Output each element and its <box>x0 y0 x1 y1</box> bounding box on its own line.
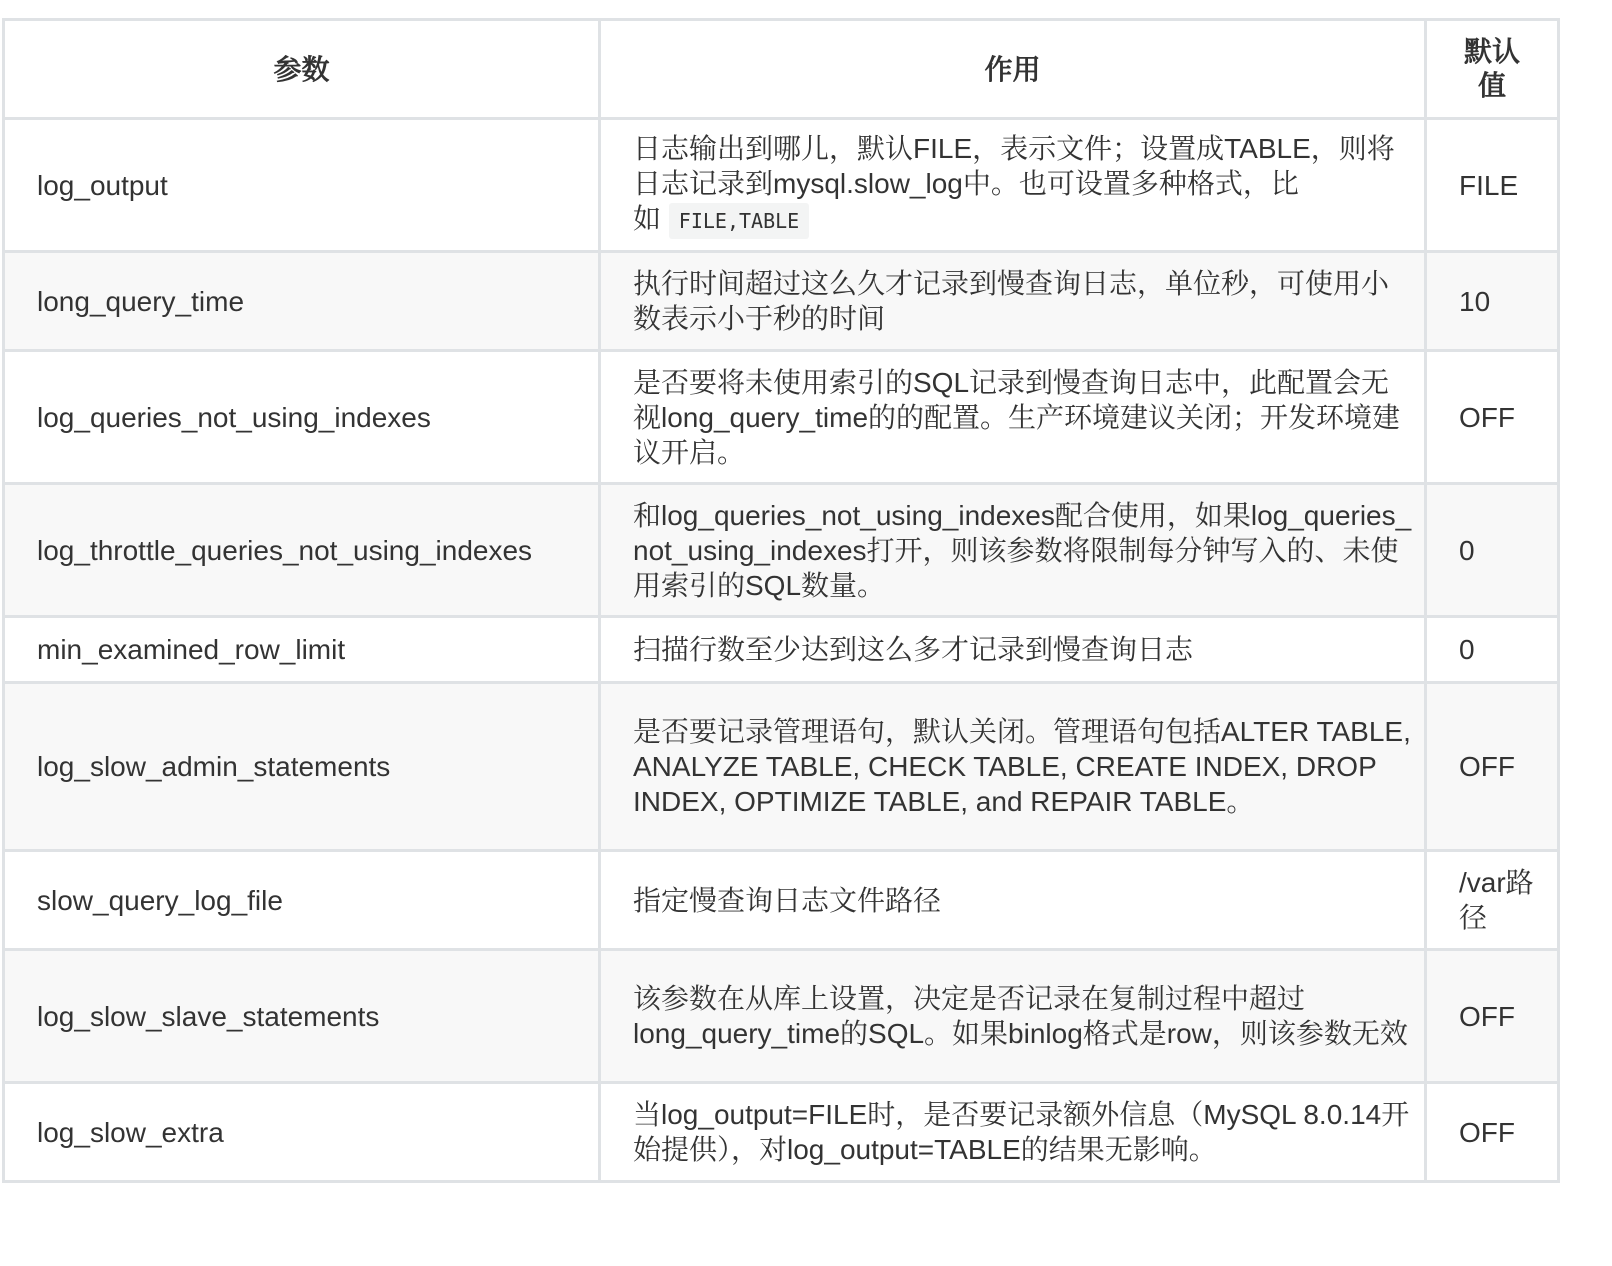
table-header-row <box>4 20 1559 119</box>
header-default <box>1426 20 1559 119</box>
param-cell: long_query_time <box>4 252 600 351</box>
param-cell: slow_query_log_file <box>4 851 600 950</box>
effect-cell: 该参数在从库上设置，决定是否记录在复制过程中超过long_query_time的SQL。如果binlog格式是row，则该参数无效 <box>600 950 1426 1083</box>
parameter-table-container <box>2 18 1560 1183</box>
default-cell: FILE <box>1426 119 1559 252</box>
default-cell: 0 <box>1426 617 1559 683</box>
default-cell: 0 <box>1426 484 1559 617</box>
table-row <box>4 351 1559 484</box>
param-cell: log_slow_extra <box>4 1083 600 1182</box>
table-row <box>4 484 1559 617</box>
effect-cell: 扫描行数至少达到这么多才记录到慢查询日志 <box>600 617 1426 683</box>
default-cell: 10 <box>1426 252 1559 351</box>
param-cell: min_examined_row_limit <box>4 617 600 683</box>
default-cell: /var路径 <box>1426 851 1559 950</box>
header-param: 参数 <box>4 20 600 119</box>
parameter-table <box>2 18 1560 1183</box>
effect-cell: 执行时间超过这么久才记录到慢查询日志，单位秒，可使用小数表示小于秒的时间 <box>600 252 1426 351</box>
default-cell: OFF <box>1426 351 1559 484</box>
default-cell: OFF <box>1426 683 1559 851</box>
header-effect: 作用 <box>600 20 1426 119</box>
inline-code: FILE,TABLE <box>669 203 809 239</box>
param-cell: log_output <box>4 119 600 252</box>
table-row <box>4 1083 1559 1182</box>
default-cell: OFF <box>1426 950 1559 1083</box>
table-row <box>4 683 1559 851</box>
table-row <box>4 851 1559 950</box>
table-row <box>4 252 1559 351</box>
table-row <box>4 950 1559 1083</box>
header-default-label: 默认值 <box>1463 36 1520 101</box>
effect-cell: 是否要记录管理语句，默认关闭。管理语句包括ALTER TABLE, ANALYZE TABLE, CHECK TABLE, CREATE INDEX, DROP INDEX, OPTIMIZE TABLE, and REPAIR TABLE。 <box>600 683 1426 851</box>
table-row <box>4 119 1559 252</box>
effect-cell: 和log_queries_not_using_indexes配合使用，如果log_queries_not_using_indexes打开，则该参数将限制每分钟写入的、未使用索引的SQL数量。 <box>600 484 1426 617</box>
param-cell: log_slow_slave_statements <box>4 950 600 1083</box>
effect-text: 日志输出到哪儿，默认FILE，表示文件；设置成TABLE，则将日志记录到mysql.slow_log中。也可设置多种格式，比如 <box>633 133 1395 234</box>
effect-cell: 当log_output=FILE时，是否要记录额外信息（MySQL 8.0.14开始提供），对log_output=TABLE的结果无影响。 <box>600 1083 1426 1182</box>
effect-cell <box>600 119 1426 252</box>
table-row <box>4 617 1559 683</box>
effect-cell: 指定慢查询日志文件路径 <box>600 851 1426 950</box>
default-cell: OFF <box>1426 1083 1559 1182</box>
param-cell: log_queries_not_using_indexes <box>4 351 600 484</box>
param-cell: log_throttle_queries_not_using_indexes <box>4 484 600 617</box>
param-cell: log_slow_admin_statements <box>4 683 600 851</box>
effect-cell: 是否要将未使用索引的SQL记录到慢查询日志中，此配置会无视long_query_time的的配置。生产环境建议关闭；开发环境建议开启。 <box>600 351 1426 484</box>
